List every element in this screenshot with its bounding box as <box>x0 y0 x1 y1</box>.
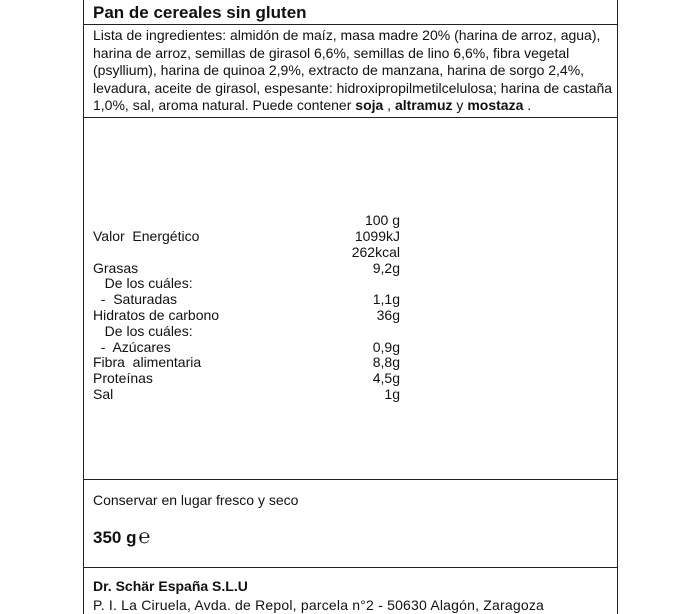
nutrition-row-label: De los cuáles: <box>93 275 193 292</box>
ingredients-list <box>93 27 613 115</box>
nutrition-row <box>93 386 423 403</box>
nutrition-row <box>93 244 423 261</box>
nutrition-row-value: 0,9g <box>372 338 400 355</box>
divider-title <box>83 24 618 25</box>
nutrition-row-label: Proteínas <box>93 370 153 387</box>
nutrition-row-label: Grasas <box>93 259 139 276</box>
nutrition-row <box>93 275 423 292</box>
manufacturer-address: P. I. La Ciruela, Avda. de Repol, parcela n°2 - 50630 Alagón, Zaragoza <box>93 597 545 613</box>
nutrition-row <box>93 260 423 277</box>
product-title: Pan de cereales sin gluten <box>93 3 307 22</box>
nutrition-row <box>93 370 423 387</box>
manufacturer-name: Dr. Schär España S.L.U <box>93 578 248 594</box>
nutrition-row-value: 9,2g <box>372 259 400 276</box>
nutrition-row-label: Fibra alimentaria <box>93 354 202 371</box>
nutrition-row-value: 8,8g <box>372 354 400 371</box>
nutrition-row-label: Hidratos de carbono <box>93 307 220 323</box>
estimated-sign-icon: ℮ <box>138 526 151 548</box>
divider-weight <box>83 567 618 568</box>
nutrition-row-value: 1g <box>384 386 400 402</box>
allergen-altramuz: altramuz <box>394 97 453 113</box>
nutrition-row-value: 4,5g <box>372 370 400 387</box>
nutrition-row <box>93 339 423 356</box>
nutrition-row-label: Valor Energético <box>93 228 200 244</box>
divider-nutrition <box>83 479 618 480</box>
nutrition-row-label: - Saturadas <box>93 291 178 308</box>
allergen-soja: soja <box>355 97 384 113</box>
nutrition-row-label: De los cuáles: <box>93 322 193 339</box>
net-weight-value: 350 g <box>93 528 137 547</box>
nutrition-row <box>93 228 423 245</box>
ingredients-end: . <box>523 97 532 113</box>
nutrition-row <box>93 323 423 340</box>
divider-ingredients <box>83 117 618 118</box>
storage-instructions: Conservar en lugar fresco y seco <box>93 492 299 508</box>
nutrition-header-per: 100 g <box>364 212 400 228</box>
nutrition-row <box>93 354 423 371</box>
ingredients-text: Lista de ingredientes: almidón de maíz, masa madre 20% (harina de arroz, agua), harina de arroz, semillas de girasol 6,6%, semillas de lino 6,6%, fibra vegetal (psyllium), harina de quinoa 2,9%, extracto de manzana, harina de sorgo 2,4%, levadura, aceite de girasol, espesante: hidroxipropilmetilcelulosa; harina de castaña 1,0%, sal, aroma natural. Puede contener <box>93 27 613 113</box>
nutrition-row-value: 1099kJ <box>354 228 400 244</box>
nutrition-row-label: Sal <box>93 386 114 402</box>
nutrition-row-value: 1,1g <box>372 291 400 308</box>
nutrition-row-value: 262kcal <box>351 243 400 260</box>
allergen-separator: y <box>452 97 468 113</box>
allergen-separator: , <box>383 97 395 113</box>
nutrition-row-label: - Azúcares <box>93 338 171 355</box>
nutrition-row <box>93 307 423 324</box>
nutrition-row-value: 36g <box>376 307 400 323</box>
net-weight <box>93 526 151 549</box>
nutrition-row <box>93 291 423 308</box>
allergen-mostaza: mostaza <box>467 97 524 113</box>
